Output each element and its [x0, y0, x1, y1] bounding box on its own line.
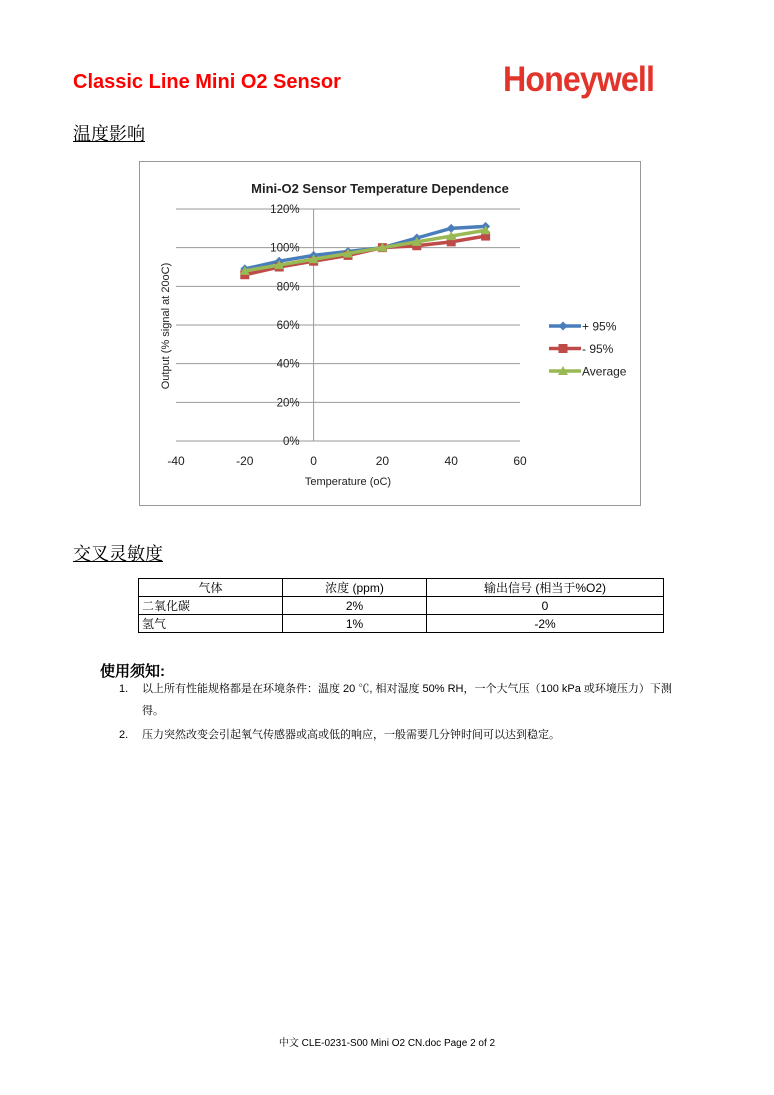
- x-tick-label: -40: [167, 454, 185, 468]
- document-title: Classic Line Mini O2 Sensor: [73, 71, 341, 93]
- legend-label: + 95%: [582, 319, 617, 334]
- table-header-row: [139, 579, 664, 597]
- cell-concentration: 1%: [283, 615, 427, 633]
- note-text: 压力突然改变会引起氧气传感器或高或低的响应，一般需要几分钟时间可以达到稳定。: [142, 729, 560, 741]
- legend-label: Average: [582, 364, 627, 379]
- y-tick-label: 40%: [276, 358, 300, 371]
- legend-label: - 95%: [582, 342, 614, 356]
- x-tick-label: 60: [513, 454, 527, 468]
- note-text-continued: 得。: [142, 705, 164, 717]
- cell-output: -2%: [427, 615, 664, 633]
- x-tick-label: 20: [375, 454, 390, 468]
- y-axis-label: Output (% signal at 20oC): [160, 262, 172, 390]
- chart-title: Mini-O2 Sensor Temperature Dependence: [251, 181, 509, 196]
- x-tick-label: 40: [444, 454, 458, 468]
- cell-output: 0: [427, 597, 664, 615]
- y-tick-label: 120%: [270, 204, 300, 216]
- honeywell-logo: Honeywell: [503, 60, 654, 99]
- header-output: 输出信号 (相当于%O2): [427, 579, 664, 597]
- y-tick-label: 20%: [276, 397, 300, 410]
- y-tick-label: 100%: [270, 242, 300, 255]
- cell-gas: 二氧化碳: [139, 597, 283, 615]
- x-tick-label: -20: [236, 454, 254, 468]
- chart-frame: [139, 161, 641, 506]
- section-heading-temperature: 温度影响: [73, 124, 145, 144]
- y-tick-label: 0%: [282, 436, 300, 448]
- section-heading-cross-sensitivity: 交叉灵敏度: [73, 544, 163, 564]
- y-tick-label: 60%: [276, 320, 300, 332]
- notes-title: 使用须知:: [100, 663, 165, 680]
- cell-concentration: 2%: [283, 597, 427, 615]
- temperature-chart: [140, 162, 640, 505]
- y-tick-label: 80%: [276, 281, 300, 294]
- table-row: [139, 597, 664, 615]
- x-tick-label: 0: [310, 454, 317, 468]
- legend-marker: [559, 322, 568, 331]
- legend-marker: [559, 344, 568, 353]
- cell-gas: 氢气: [139, 615, 283, 633]
- note-number: 2.: [119, 729, 129, 741]
- cross-sensitivity-table: [138, 578, 664, 633]
- page-footer: 中文 CLE-0231-S00 Mini O2 CN.doc Page 2 of 2: [278, 1038, 496, 1049]
- x-axis-label: Temperature (oC): [304, 476, 392, 488]
- header-gas: 气体: [139, 579, 283, 597]
- table-row: [139, 615, 664, 633]
- note-text: 以上所有性能规格都是在环境条件：温度 20 ℃, 相对湿度 50% RH，一个大气压（100 kPa 或环境压力）下测: [142, 683, 672, 695]
- header-concentration: 浓度 (ppm): [283, 579, 427, 597]
- note-number: 1.: [119, 683, 129, 695]
